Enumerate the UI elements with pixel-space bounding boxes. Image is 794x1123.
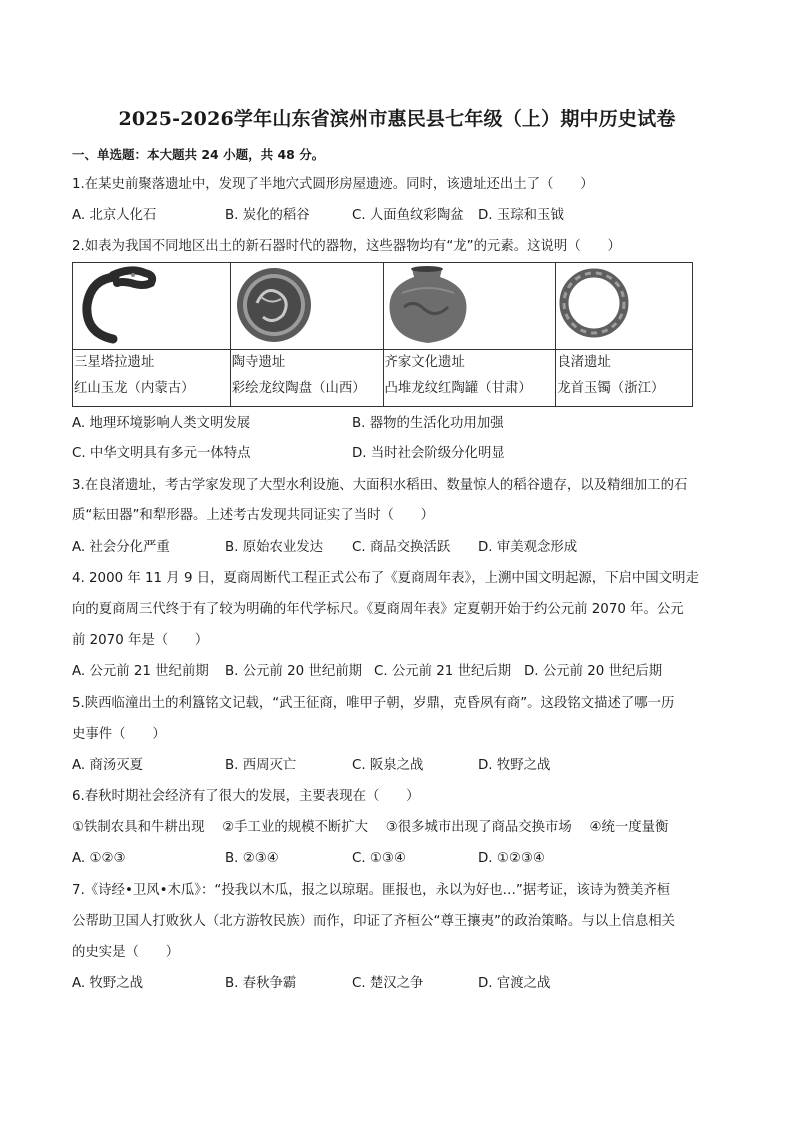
q3-option-b[interactable]: B. 原始农业发达	[225, 540, 324, 555]
q7-option-d[interactable]: D. 官渡之战	[478, 976, 551, 991]
q7-option-c[interactable]: C. 楚汉之争	[352, 976, 424, 991]
question-7-stem: 7.《诗经•卫风•木瓜》：“投我以木瓜，报之以琼琚。匪报也，永以为好也…”据考证，该诗为赞美齐桓	[72, 883, 671, 898]
q4-option-a[interactable]: A. 公元前 21 世纪前期	[72, 664, 209, 679]
q6-option-a[interactable]: A. ①②③	[72, 851, 126, 866]
section-heading: 一、单选题：本大题共 24 小题，共 48 分。	[72, 147, 325, 162]
q3-option-a[interactable]: A. 社会分化严重	[72, 540, 170, 555]
artifact-table	[72, 262, 693, 407]
artifact-caption	[556, 350, 693, 407]
q6-option-d[interactable]: D. ①②③④	[478, 851, 545, 866]
q7-option-b[interactable]: B. 春秋争霸	[225, 976, 297, 991]
question-4-stem: 向的夏商周三代终于有了较为明确的年代学标尺。《夏商周年表》定夏朝开始于约公元前 2070 年。公元	[72, 602, 684, 617]
q2-option-a[interactable]: A. 地理环境影响人类文明发展	[72, 416, 251, 431]
q5-option-d[interactable]: D. 牧野之战	[478, 758, 551, 773]
artifact-name: 彩绘龙纹陶盘（山西）	[231, 381, 366, 396]
q6-option-b[interactable]: B. ②③④	[225, 851, 279, 866]
question-3-stem: 3.在良渚遗址，考古学家发现了大型水利设施、大面积水稻田、数量惊人的稻谷遗存，以及精细加工的石	[72, 478, 688, 493]
q4-option-d[interactable]: D. 公元前 20 世纪后期	[524, 664, 663, 679]
artifact-name: 凸堆龙纹红陶罐（甘肃）	[384, 381, 532, 396]
q5-option-c[interactable]: C. 阪泉之战	[352, 758, 424, 773]
q5-option-a[interactable]: A. 商汤灭夏	[72, 758, 143, 773]
artifact-site: 良渚遗址	[557, 355, 611, 370]
artifact-site: 齐家文化遗址	[384, 355, 465, 370]
question-4-stem: 前 2070 年是（ ）	[72, 633, 209, 648]
jade-dragon-icon	[73, 263, 229, 349]
q6-option-c[interactable]: C. ①③④	[352, 851, 406, 866]
q1-option-b[interactable]: B. 炭化的稻谷	[225, 208, 310, 223]
artifact-image-cell	[230, 263, 383, 350]
artifact-caption	[383, 350, 556, 407]
artifact-image-row	[73, 263, 693, 350]
artifact-name: 龙首玉镯（浙江）	[557, 381, 665, 396]
q2-option-c[interactable]: C. 中华文明具有多元一体特点	[72, 446, 251, 461]
q2-option-b[interactable]: B. 器物的生活化功用加强	[352, 416, 504, 431]
q3-option-c[interactable]: C. 商品交换活跃	[352, 540, 451, 555]
question-7-stem: 公帮助卫国人打败狄人（北方游牧民族）而作，印证了齐桓公“尊王攘夷”的政治策略。与以上信息相关	[72, 914, 676, 929]
artifact-image-cell	[556, 263, 693, 350]
q1-option-c[interactable]: C. 人面鱼纹彩陶盆	[352, 208, 464, 223]
q4-option-b[interactable]: B. 公元前 20 世纪前期	[225, 664, 362, 679]
q3-option-d[interactable]: D. 审美观念形成	[478, 540, 578, 555]
dragon-plate-icon	[231, 263, 382, 349]
question-2-stem: 2.如表为我国不同地区出土的新石器时代的器物，这些器物均有“龙”的元素。这说明（ ）	[72, 239, 621, 254]
q4-option-c[interactable]: C. 公元前 21 世纪后期	[374, 664, 512, 679]
q2-option-d[interactable]: D. 当时社会阶级分化明显	[352, 446, 505, 461]
q1-option-d[interactable]: D. 玉琮和玉钺	[478, 208, 564, 223]
artifact-site: 陶寺遗址	[231, 355, 286, 370]
question-4-stem: 4. 2000 年 11 月 9 日，夏商周断代工程正式公布了《夏商周年表》，上溯中国文明起源，下启中国文明走	[72, 571, 699, 586]
artifact-site: 三星塔拉遗址	[74, 355, 155, 370]
question-6-stem: 6.春秋时期社会经济有了很大的发展，主要表现在（ ）	[72, 789, 420, 804]
question-5-stem: 5.陕西临潼出土的利簋铭文记载，“武王征商，唯甲子朝，岁鼎，克昏夙有商”。这段铭文描述了哪一历	[72, 696, 675, 711]
artifact-image-cell	[383, 263, 556, 350]
q7-option-a[interactable]: A. 牧野之战	[72, 976, 143, 991]
artifact-caption-row	[73, 350, 693, 407]
artifact-image-cell	[73, 263, 231, 350]
artifact-name: 红山玉龙（内蒙古）	[74, 381, 195, 396]
q1-option-a[interactable]: A. 北京人化石	[72, 208, 157, 223]
question-7-stem: 的史实是（ ）	[72, 945, 180, 960]
question-1-stem: 1.在某史前聚落遗址中，发现了半地穴式圆形房屋遗迹。同时，该遗址还出土了（ ）	[72, 177, 594, 192]
question-6-statements: ①铁制农具和牛耕出现 ②手工业的规模不断扩大 ③很多城市出现了商品交换市场 ④统一度量衡	[72, 820, 669, 835]
page-title: 2025-2026学年山东省滨州市惠民县七年级（上）期中历史试卷	[118, 108, 676, 130]
q5-option-b[interactable]: B. 西周灭亡	[225, 758, 297, 773]
jade-bracelet-icon	[556, 263, 691, 349]
pottery-jar-icon	[384, 263, 555, 349]
artifact-caption	[73, 350, 231, 407]
question-5-stem: 史事件（ ）	[72, 727, 166, 742]
question-3-stem: 质“耘田器”和犁形器。上述考古发现共同证实了当时（ ）	[72, 508, 435, 523]
artifact-caption	[230, 350, 383, 407]
